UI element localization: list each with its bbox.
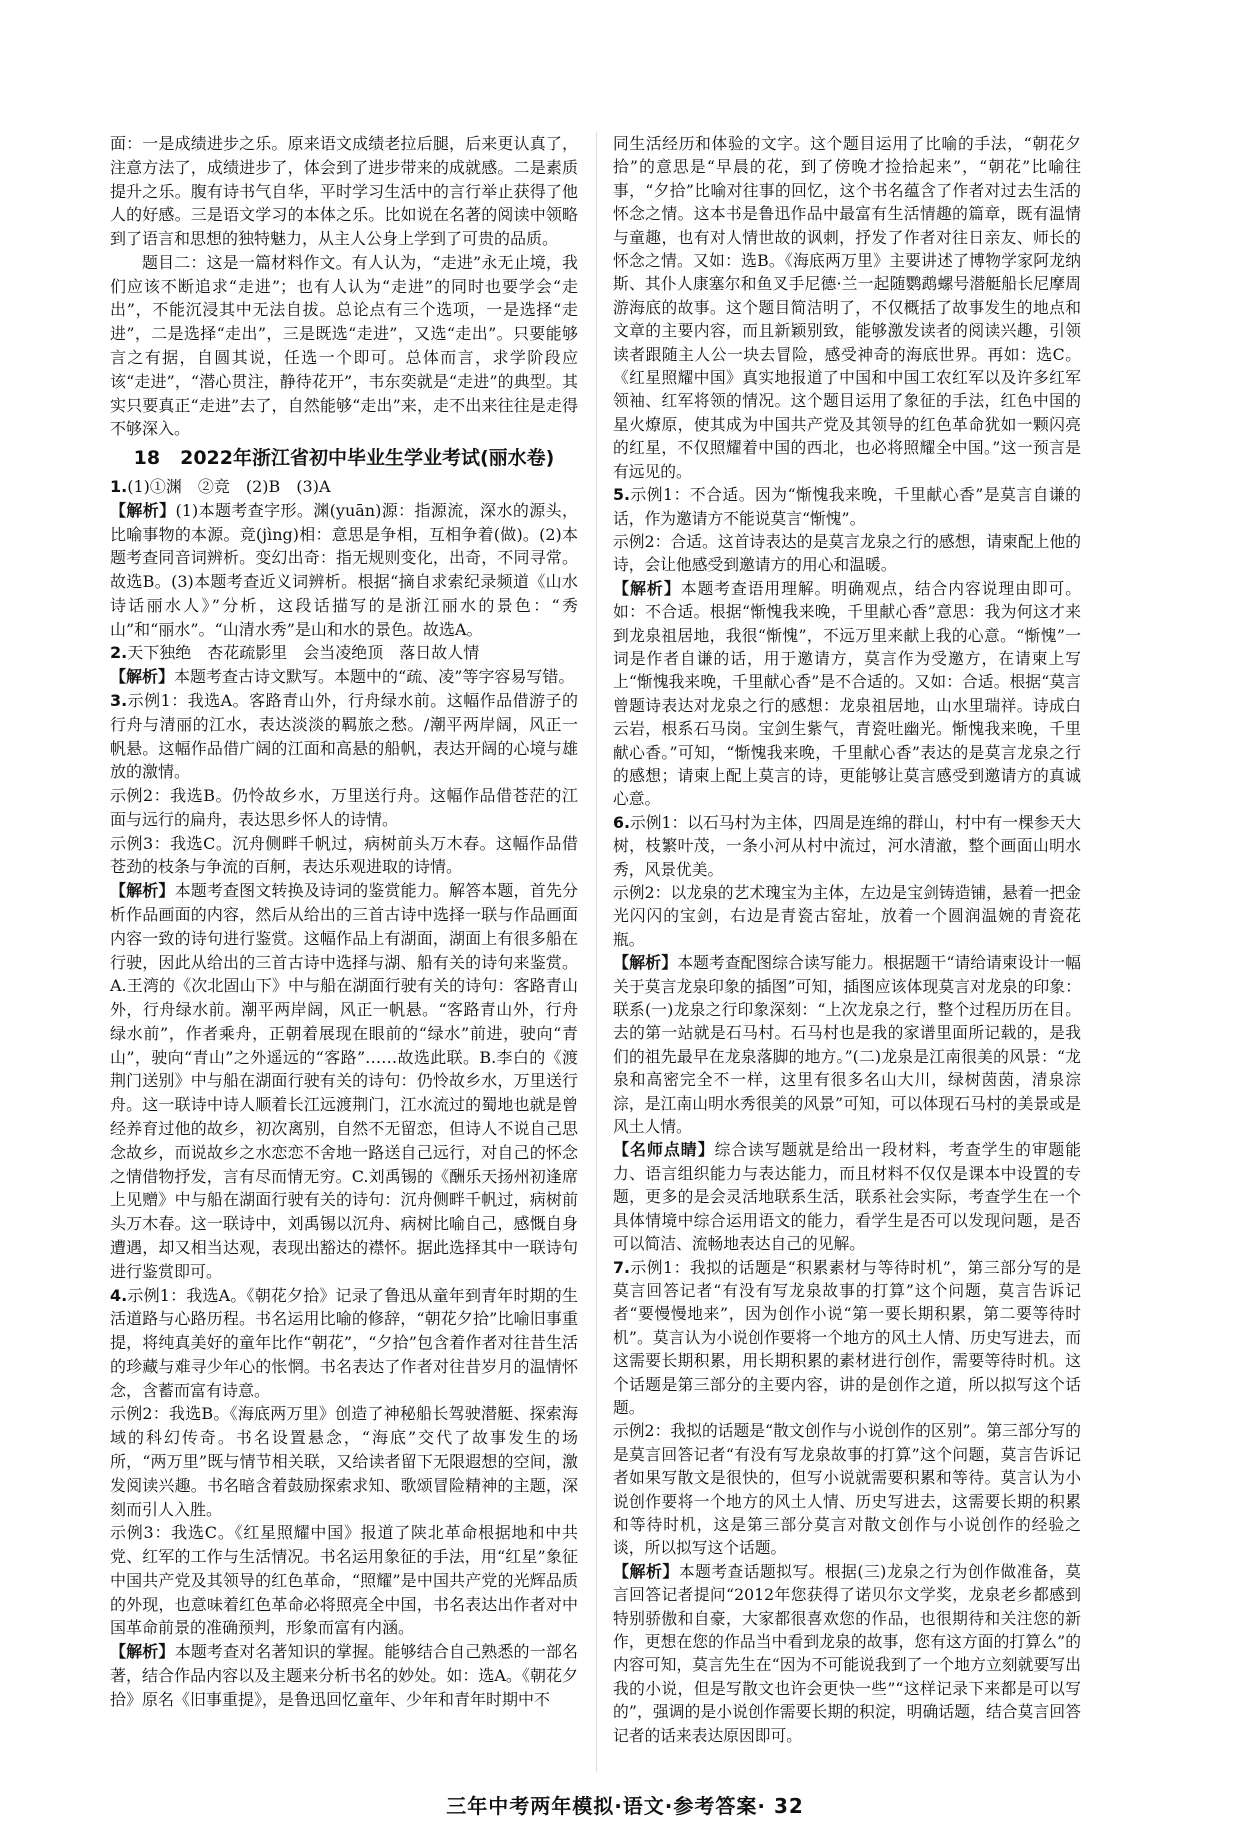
q4-example-1: 4.示例1：我选A。《朝花夕拾》记录了鲁迅从童年到青年时期的生活道路与心路历程。书名运用比喻的修辞，“朝花夕拾”比喻旧事重提，将纯真美好的童年比作“朝花”，“夕拾”包含着作者对往昔生活的珍藏与难寻少年心的怅惘。书名表达了作者对往昔岁月的温情怀念，含蓄而富有诗意。 [110,1285,578,1400]
q7-example-1: 7.示例1：我拟的话题是“积累素材与等待时机”，第三部分写的是莫言回答记者“有没有写龙泉故事的打算”这个问题，莫言告诉记者“要慢慢地来”，因为创作小说“第一要长期积累，第二要等待时机”。莫言认为小说创作要将一个地方的风土人情、历史写进去，而这需要长期积累，用长期积累的素材进行创作，需要等待时机。这个话题是第三部分的主要内容，讲的是创作之道，所以拟写这个话题。 [613,1257,1081,1417]
right-column [613,132,1081,1747]
q3-example-1: 3.示例1：我选A。客路青山外，行舟绿水前。这幅作品借游子的行舟与清丽的江水，表达淡淡的羁旅之愁。/潮平两岸阔，风正一帆悬。这幅作品借广阔的江面和高悬的船帆，表达开阔的心境与雄放的激情。 [110,690,578,782]
q5-analysis: 【解析】本题考查语用理解。明确观点，结合内容说理由即可。如：不合适。根据“惭愧我来晚，千里献心香”意思：我为何这才来到龙泉祖居地，我很“惭愧”，不远万里来献上我的心意。“惭愧”一词是作者自谦的话，用于邀请方，莫言作为受邀方，在请柬上写上“惭愧我来晚，千里献心香”是不合适的。又如：合适。根据“莫言曾题诗表达对龙泉之行的感想：龙泉祖居地，山水里瑞祥。诗成白云岩，根系石马岗。宝剑生紫气，青瓷吐幽光。惭愧我来晚，千里献心香。”可知，“惭愧我来晚，千里献心香”表达的是莫言龙泉之行的感想；请柬上配上莫言的诗，更能够让莫言感受到邀请方的真诚心意。 [613,578,1081,809]
section-heading [110,447,578,471]
q4-example-2: 示例2：我选B。《海底两万里》创造了神秘船长驾驶潜艇、探索海域的科幻传奇。书名设置悬念，“海底”交代了故事发生的场所，“两万里”既与情节相关联，又给读者留下无限遐想的空间，激发阅读兴趣。书名暗含着鼓励探索求知、歌颂冒险精神的主题，深刻而引人入胜。 [110,1404,578,1519]
essay-analysis-part2: 题目二：这是一篇材料作文。有人认为，“走进”永无止境，我们应该不断追求“走进”；也有人认为“走进”的同时也要学会“走出”，不能沉浸其中无法自拔。总论点有三个选项，一是选择“走进”，二是选择“走出”，三是既选“走进”，又选“走出”。只要能够言之有据，自圆其说，任选一个即可。总体而言，求学阶段应该“走进”，“潜心贯注，静待花开”，韦东奕就是“走进”的典型。其实只要真正“走进”去了，自然能够“走出”来，走不出来往往是走得不够深入。 [110,252,578,439]
q7-analysis: 【解析】本题考查话题拟写。根据(三)龙泉之行为创作做准备，莫言回答记者提问“2012年您获得了诺贝尔文学奖，龙泉老乡都感到特别骄傲和自豪，大家都很喜欢您的作品，也很期待和关注您的新作，更想在您的作品当中看到龙泉的故事，您有这方面的打算么”的内容可知，莫言先生在“因为不可能说我到了一个地方立刻就要写出我的小说，但是写散文也许会更快一些”“这样记录下来都是可以写的”，强调的是小说创作需要长期的积淀，明确话题，结合莫言回答记者的话来表达原因即可。 [613,1561,1081,1745]
q7-example-2: 示例2：我拟的话题是“散文创作与小说创作的区别”。第三部分写的是莫言回答记者“有没有写龙泉故事的打算”这个问题，莫言告诉记者如果写散文是很快的，但写小说就需要积累和等待。莫言认为小说创作要将一个地方的风土人情、历史写进去，这需要长期的积累和等待时机，这是第三部分莫言对散文创作与小说创作的经验之谈，所以拟写这个话题。 [613,1421,1081,1558]
q3-example-3: 示例3：我选C。沉舟侧畔千帆过，病树前头万木春。这幅作品借苍劲的枝条与争流的百舸，表达乐观进取的诗情。 [110,833,578,877]
section-number: 18 [133,447,161,470]
q4-analysis: 【解析】本题考查对名著知识的掌握。能够结合自己熟悉的一部名著，结合作品内容以及主题来分析书名的妙处。如：选A。《朝花夕拾》原名《旧事重提》，是鲁迅回忆童年、少年和青年时期中不 [110,1642,578,1709]
q6-example-1: 6.示例1：以石马村为主体，四周是连绵的群山，村中有一棵参天大树，枝繁叶茂，一条小河从村中流过，河水清澈，整个画面山明水秀，风景优美。 [613,812,1081,879]
teacher-tip: 【名师点睛】综合读写题就是给出一段材料，考查学生的审题能力、语言组织能力与表达能力，而且材料不仅仅是课本中设置的专题，更多的是会灵活地联系生活，联系社会实际，考查学生在一个具体情境中综合运用语文的能力，看学生是否可以发现问题，是否可以简洁、流畅地表达自己的见解。 [613,1140,1081,1254]
q5-example-1: 5.示例1：不合适。因为“惭愧我来晚，千里献心香”是莫言自谦的话，作为邀请方不能说莫言“惭愧”。 [613,485,1081,528]
column-divider [596,132,597,1772]
q1-answer: 1.(1)①渊 ②竞 (2)B (3)A [110,476,331,496]
q6-analysis: 【解析】本题考查配图综合读写能力。根据题干“请给请柬设计一幅关于莫言龙泉印象的插图”可知，插图应该体现莫言对龙泉的印象：联系(一)龙泉之行印象深刻：“上次龙泉之行，整个过程历历在目。去的第一站就是石马村。石马村也是我的家谱里面所记载的，是我们的祖先最早在龙泉落脚的地方。”(二)龙泉是江南很美的风景：“龙泉和高密完全不一样，这里有很多名山大川，绿树茵茵，清泉淙淙，是江南山明水秀很美的风景”可知，可以体现石马村的美景或是风土人情。 [613,953,1081,1137]
q3-analysis: 【解析】本题考查图文转换及诗词的鉴赏能力。解答本题，首先分析作品画面的内容，然后从给出的三首古诗中选择一联与作品画面内容一致的诗句进行鉴赏。这幅作品上有湖面，湖面上有很多船在行驶，因此从给出的三首古诗中选择与湖、船有关的诗句来鉴赏。A.王湾的《次北固山下》中与船在湖面行驶有关的诗句：客路青山外，行舟绿水前。潮平两岸阔，风正一帆悬。“客路青山外，行舟绿水前”，作者乘舟，正朝着展现在眼前的“绿水”前进，驶向“青山”，驶向“青山”之外遥远的“客路”……故选此联。B.李白的《渡荆门送别》中与船在湖面行驶有关的诗句：仍怜故乡水，万里送行舟。这一联诗中诗人顺着长江远渡荆门，江水流过的蜀地也就是曾经养育过他的故乡，初次离别，自然不无留恋，但诗人不说自己思念故乡，而说故乡之水恋恋不舍地一路送自己远行，对自己的怀念之情借物抒发，言有尽而情无穷。C.刘禹锡的《酬乐天扬州初逢席上见赠》中与船在湖面行驶有关的诗句：沉舟侧畔千帆过，病树前头万木春。这一联诗中，刘禹锡以沉舟、病树比喻自己，感慨自身遭遇，却又相当达观，表现出豁达的襟怀。据此选择其中一联诗句进行鉴赏即可。 [110,881,578,1281]
q1-analysis: 【解析】(1)本题考查字形。渊(yuān)源：指源流，深水的源头，比喻事物的本源。竞(jìng)相：意思是争相，互相争着(做)。(2)本题考查同音词辨析。变幻出奇：指无规则变化，出奇，不同寻常。故选B。(3)本题考查近义词辨析。根据“摘自求索纪录频道《山水诗话丽水人》”分析，这段话描写的是浙江丽水的景色：“秀山”和“丽水”。“山清水秀”是山和水的景色。故选A。 [110,500,578,639]
q4-example-3: 示例3：我选C。《红星照耀中国》报道了陕北革命根据地和中共党、红军的工作与生活情况。书名运用象征的手法，用“红星”象征中国共产党及其领导的红色革命，“照耀”是中国共产党的光辉品质的外现，也意味着红色革命必将照亮全中国，书名表达出作者对中国革命前景的准确预判，形象而富有内涵。 [110,1523,578,1638]
q2-answer: 2.天下独绝 杏花疏影里 会当凌绝顶 落日故人情 [110,643,480,663]
q5-example-2: 示例2：合适。这首诗表达的是莫言龙泉之行的感想，请柬配上他的诗，会让他感受到邀请方的用心和温暖。 [613,531,1081,575]
q4-analysis-cont: 同生活经历和体验的文字。这个题目运用了比喻的手法，“朝花夕拾”的意思是“早晨的花，到了傍晚才捡拾起来”，“朝花”比喻往事，“夕拾”比喻对往事的回忆，这个书名蕴含了作者对过去生活的怀念之情。这本书是鲁迅作品中最富有生活情趣的篇章，既有温情与童趣，也有对人情世故的讽刺，抒发了作者对往日亲友、师长的怀念之情。又如：选B。《海底两万里》主要讲述了博物学家阿龙纳斯、其仆人康塞尔和鱼叉手尼德·兰一起随鹦鹉螺号潜艇船长尼摩周游海底的故事。这个题目简洁明了，不仅概括了故事发生的地点和文章的主要内容，而且新颖别致，能够激发读者的阅读兴趣，引领读者跟随主人公一块去冒险，感受神奇的海底世界。再如：选C。《红星照耀中国》真实地报道了中国和中国工农红军以及许多红军领袖、红军将领的情况。这个题目运用了象征的手法，红色中国的星火燎原，使其成为中国共产党及其领导的红色革命犹如一颗闪亮的红星，不仅照耀着中国的西北，也必将照耀全中国。”这一预言是有远见的。 [613,134,1081,481]
section-title: 2022年浙江省初中毕业生学业考试(丽水卷) [180,447,555,470]
page-footer: 三年中考两年模拟·语文·参考答案· 32 [446,1794,804,1818]
left-column [110,132,578,1712]
q3-example-2: 示例2：我选B。仍怜故乡水，万里送行舟。这幅作品借苍茫的江面与远行的扁舟，表达思乡怀人的诗情。 [110,786,578,829]
q2-analysis: 【解析】本题考查古诗文默写。本题中的“疏、凌”等字容易写错。 [110,667,575,687]
essay-analysis-part1: 面：一是成绩进步之乐。原来语文成绩老拉后腿，后来更认真了，注意方法了，成绩进步了，体会到了进步带来的成就感。二是素质提升之乐。腹有诗书气自华，平时学习生活中的言行举止获得了他人的好感。三是语文学习的本体之乐。比如说在名著的阅读中领略到了语言和思想的独特魅力，从主人公身上学到了可贵的品质。 [110,134,578,249]
q6-example-2: 示例2：以龙泉的艺术瑰宝为主体，左边是宝剑铸造铺，悬着一把金光闪闪的宝剑，右边是青瓷古窑址，放着一个圆润温婉的青瓷花瓶。 [613,883,1081,949]
